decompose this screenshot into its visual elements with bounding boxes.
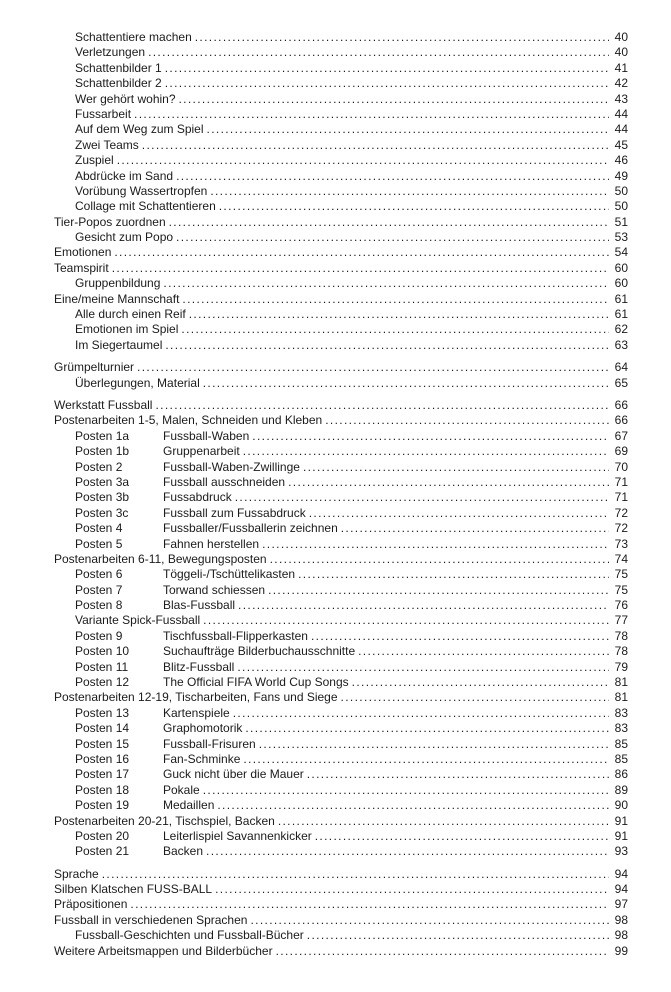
toc-entry-subtitle: Pokale bbox=[163, 782, 200, 797]
toc-entry-title: Posten 4 bbox=[75, 521, 123, 536]
toc-entry-page: 66 bbox=[614, 397, 628, 412]
toc-entry[interactable] bbox=[54, 737, 628, 752]
dot-leader bbox=[298, 567, 609, 582]
toc-entry-page: 42 bbox=[614, 76, 628, 91]
toc-entry[interactable] bbox=[54, 360, 628, 375]
dot-leader bbox=[358, 644, 609, 659]
toc-entry-page: 71 bbox=[614, 474, 628, 489]
toc-entry[interactable] bbox=[54, 138, 628, 153]
toc-entry-title: Zwei Teams bbox=[75, 137, 139, 152]
dot-leader bbox=[112, 261, 609, 276]
dot-leader bbox=[262, 537, 609, 552]
dot-leader bbox=[235, 490, 609, 505]
toc-entry[interactable] bbox=[54, 92, 628, 107]
dot-leader bbox=[165, 76, 609, 91]
dot-leader bbox=[203, 376, 609, 391]
toc-entry[interactable] bbox=[54, 475, 628, 490]
toc-entry-page: 74 bbox=[614, 551, 628, 566]
toc-entry-page: 60 bbox=[614, 260, 628, 275]
dot-leader bbox=[130, 897, 609, 912]
toc-entry-title: Postenarbeiten 6-11, Bewegungsposten bbox=[54, 551, 267, 566]
toc-entry[interactable] bbox=[54, 261, 628, 276]
toc-entry-title: Gruppenbildung bbox=[75, 276, 161, 291]
dot-leader bbox=[195, 30, 609, 45]
toc-entry-title: Eine/meine Mannschaft bbox=[54, 291, 180, 306]
toc-entry-subtitle: Medaillen bbox=[163, 798, 215, 813]
toc-entry-subtitle: Fussball-Waben bbox=[163, 428, 250, 443]
dot-leader bbox=[341, 690, 609, 705]
dot-leader bbox=[243, 444, 609, 459]
toc-entry-title: Emotionen im Spiel bbox=[75, 322, 179, 337]
dot-leader bbox=[169, 215, 609, 230]
toc-entry[interactable] bbox=[54, 675, 628, 690]
toc-entry-page: 86 bbox=[614, 767, 628, 782]
dot-leader bbox=[270, 552, 609, 567]
toc-entry-subtitle: Fan-Schminke bbox=[163, 751, 241, 766]
toc-entry-page: 44 bbox=[614, 122, 628, 137]
toc-entry[interactable] bbox=[54, 798, 628, 813]
toc-entry-subtitle: Fussball-Waben-Zwillinge bbox=[163, 459, 300, 474]
toc-entry-subtitle: Guck nicht über die Mauer bbox=[163, 767, 304, 782]
toc-entry[interactable] bbox=[54, 398, 628, 413]
toc-entry[interactable] bbox=[54, 552, 628, 567]
toc-entry[interactable] bbox=[54, 598, 628, 613]
dot-leader bbox=[243, 752, 609, 767]
toc-entry-page: 70 bbox=[614, 459, 628, 474]
toc-entry[interactable] bbox=[54, 230, 628, 245]
toc-entry-page: 83 bbox=[614, 721, 628, 736]
dot-leader bbox=[276, 944, 609, 959]
toc-entry-page: 94 bbox=[614, 866, 628, 881]
dot-leader bbox=[311, 629, 609, 644]
dot-leader bbox=[148, 45, 609, 60]
dot-leader bbox=[176, 230, 609, 245]
toc-entry-page: 65 bbox=[614, 375, 628, 390]
toc-entry-title: Posten 20 bbox=[75, 828, 130, 843]
toc-entry[interactable] bbox=[54, 660, 628, 675]
toc-entry[interactable] bbox=[54, 307, 628, 322]
toc-entry-title: Posten 8 bbox=[75, 598, 123, 613]
toc-entry-page: 62 bbox=[614, 322, 628, 337]
dot-leader bbox=[309, 506, 609, 521]
toc-entry-title: Posten 1b bbox=[75, 444, 130, 459]
toc-entry-page: 50 bbox=[614, 183, 628, 198]
toc-entry-title: Postenarbeiten 12-19, Tischarbeiten, Fans und Siege bbox=[54, 690, 338, 705]
dot-leader bbox=[259, 737, 609, 752]
toc-entry[interactable] bbox=[54, 567, 628, 582]
dot-leader bbox=[155, 398, 609, 413]
dot-leader bbox=[114, 245, 609, 260]
dot-leader bbox=[250, 913, 609, 928]
toc-entry[interactable] bbox=[54, 169, 628, 184]
toc-entry-title: Schattenbilder 1 bbox=[75, 60, 162, 75]
toc-entry[interactable] bbox=[54, 30, 628, 45]
toc-entry-title: Posten 15 bbox=[75, 736, 130, 751]
toc-entry[interactable] bbox=[54, 245, 628, 260]
toc-entry-title: Posten 9 bbox=[75, 628, 123, 643]
toc-entry-page: 81 bbox=[614, 690, 628, 705]
toc-entry-subtitle: Blitz-Fussball bbox=[163, 659, 235, 674]
dot-leader bbox=[203, 783, 609, 798]
toc-entry-page: 72 bbox=[614, 521, 628, 536]
toc-entry-title: Posten 3b bbox=[75, 490, 130, 505]
toc-entry[interactable] bbox=[54, 690, 628, 705]
toc-entry[interactable] bbox=[54, 76, 628, 91]
toc-entry-title: Zuspiel bbox=[75, 153, 114, 168]
toc-entry-title: Schattenbilder 2 bbox=[75, 76, 162, 91]
toc-entry-title: Verletzungen bbox=[75, 45, 146, 60]
toc-entry-page: 75 bbox=[614, 567, 628, 582]
dot-leader bbox=[217, 798, 609, 813]
toc-entry-title: Posten 7 bbox=[75, 582, 123, 597]
toc-entry-page: 67 bbox=[614, 428, 628, 443]
toc-entry[interactable] bbox=[54, 215, 628, 230]
toc-entry-title: Posten 14 bbox=[75, 721, 130, 736]
toc-entry-title: Teamspirit bbox=[54, 260, 109, 275]
toc-entry-page: 91 bbox=[614, 813, 628, 828]
toc-entry[interactable] bbox=[54, 706, 628, 721]
toc-entry-subtitle: Graphomotorik bbox=[163, 721, 243, 736]
toc-entry-title: Posten 17 bbox=[75, 767, 130, 782]
toc-entry[interactable] bbox=[54, 429, 628, 444]
dot-leader bbox=[176, 169, 609, 184]
dot-leader bbox=[219, 199, 609, 214]
toc-entry-title: Wer gehört wohin? bbox=[75, 91, 176, 106]
toc-entry[interactable] bbox=[54, 521, 628, 536]
dot-leader bbox=[137, 360, 609, 375]
toc-entry[interactable] bbox=[54, 444, 628, 459]
toc-entry-title: Posten 3a bbox=[75, 474, 130, 489]
toc-entry-page: 41 bbox=[614, 60, 628, 75]
toc-entry-page: 99 bbox=[614, 943, 628, 958]
toc-entry[interactable] bbox=[54, 338, 628, 353]
toc-entry[interactable] bbox=[54, 944, 628, 959]
dot-leader bbox=[303, 460, 609, 475]
toc-entry-title: Fussarbeit bbox=[75, 106, 132, 121]
toc-entry-subtitle: Fussballer/Fussballerin zeichnen bbox=[163, 521, 338, 536]
toc-entry-title: Posten 10 bbox=[75, 644, 130, 659]
toc-entry[interactable] bbox=[54, 276, 628, 291]
toc-entry[interactable] bbox=[54, 413, 628, 428]
toc-entry[interactable] bbox=[54, 61, 628, 76]
toc-entry[interactable] bbox=[54, 199, 628, 214]
toc-entry-title: Posten 3c bbox=[75, 505, 129, 520]
toc-entry-title: Gesicht zum Popo bbox=[75, 230, 174, 245]
toc-entry-title: Silben Klatschen FUSS-BALL bbox=[54, 882, 213, 897]
toc-entry[interactable] bbox=[54, 814, 628, 829]
toc-entry-page: 85 bbox=[614, 736, 628, 751]
toc-entry[interactable] bbox=[54, 122, 628, 137]
toc-entry[interactable] bbox=[54, 153, 628, 168]
toc-entry-page: 53 bbox=[614, 230, 628, 245]
toc-entry-subtitle: Suchaufträge Bilderbuchausschnitte bbox=[163, 644, 356, 659]
toc-entry-title: Postenarbeiten 1-5, Malen, Schneiden und Kleben bbox=[54, 413, 323, 428]
dot-leader bbox=[245, 721, 609, 736]
toc-entry-subtitle: Gruppenarbeit bbox=[163, 444, 240, 459]
toc-entry-page: 60 bbox=[614, 276, 628, 291]
dot-leader bbox=[233, 706, 609, 721]
toc-entry-subtitle: Blas-Fussball bbox=[163, 598, 236, 613]
toc-entry-page: 61 bbox=[614, 291, 628, 306]
dot-leader bbox=[207, 122, 609, 137]
toc-entry-page: 79 bbox=[614, 659, 628, 674]
toc-entry-page: 81 bbox=[614, 675, 628, 690]
toc-entry-page: 71 bbox=[614, 490, 628, 505]
toc-entry-title: Posten 6 bbox=[75, 567, 123, 582]
toc-entry-title: Postenarbeiten 20-21, Tischspiel, Backen bbox=[54, 813, 275, 828]
toc-entry[interactable] bbox=[54, 460, 628, 475]
toc-entry[interactable] bbox=[54, 583, 628, 598]
toc-entry-subtitle: Kartenspiele bbox=[163, 705, 230, 720]
toc-entry[interactable] bbox=[54, 867, 628, 882]
toc-entry-title: Alle durch einen Reif bbox=[75, 307, 186, 322]
toc-entry-title: Präpositionen bbox=[54, 897, 128, 912]
dot-leader bbox=[268, 583, 609, 598]
toc-entry-page: 54 bbox=[614, 245, 628, 260]
toc-entry[interactable] bbox=[54, 537, 628, 552]
toc-entry-title: Posten 12 bbox=[75, 675, 130, 690]
toc-entry-page: 49 bbox=[614, 168, 628, 183]
toc-entry-title: Posten 21 bbox=[75, 844, 130, 859]
toc-entry-subtitle: Töggeli-/Tschüttelikasten bbox=[163, 567, 296, 582]
toc-entry[interactable] bbox=[54, 644, 628, 659]
toc-entry-title: Werkstatt Fussball bbox=[54, 397, 153, 412]
toc-entry[interactable] bbox=[54, 928, 628, 943]
toc-entry-title: Posten 16 bbox=[75, 751, 130, 766]
toc-entry-page: 40 bbox=[614, 30, 628, 44]
dot-leader bbox=[252, 429, 609, 444]
toc-entry-title: Collage mit Schattentieren bbox=[75, 199, 216, 214]
dot-leader bbox=[278, 814, 609, 829]
toc-entry-subtitle: Fussabdruck bbox=[163, 490, 232, 505]
toc-entry[interactable] bbox=[54, 721, 628, 736]
dot-leader bbox=[165, 338, 609, 353]
toc-entry-subtitle: Fahnen herstellen bbox=[163, 536, 260, 551]
dot-leader bbox=[210, 184, 609, 199]
toc-entry-title: Weitere Arbeitsmappen und Bilderbücher bbox=[54, 943, 273, 958]
toc-entry[interactable] bbox=[54, 882, 628, 897]
toc-entry-page: 69 bbox=[614, 444, 628, 459]
toc-entry-title: Posten 2 bbox=[75, 459, 123, 474]
toc-entry-page: 46 bbox=[614, 153, 628, 168]
toc-entry-title: Schattentiere machen bbox=[75, 30, 192, 44]
dot-leader bbox=[325, 413, 609, 428]
dot-leader bbox=[165, 61, 609, 76]
toc-entry-subtitle: The Official FIFA World Cup Songs bbox=[163, 675, 349, 690]
dot-leader bbox=[238, 598, 609, 613]
toc-entry[interactable] bbox=[54, 913, 628, 928]
toc-entry-subtitle: Tischfussball-Flipperkasten bbox=[163, 628, 308, 643]
dot-leader bbox=[181, 322, 609, 337]
toc-entry-page: 75 bbox=[614, 582, 628, 597]
toc-entry[interactable] bbox=[54, 376, 628, 391]
toc-entry-page: 85 bbox=[614, 751, 628, 766]
toc-entry[interactable] bbox=[54, 613, 628, 628]
toc-entry-title: Fussball-Geschichten und Fussball-Bücher bbox=[75, 928, 304, 943]
dot-leader bbox=[307, 928, 609, 943]
dot-leader bbox=[134, 107, 609, 122]
toc-entry-title: Posten 5 bbox=[75, 536, 123, 551]
toc-entry-title: Auf dem Weg zum Spiel bbox=[75, 122, 204, 137]
toc-entry[interactable] bbox=[54, 292, 628, 307]
toc-entry-page: 94 bbox=[614, 882, 628, 897]
dot-leader bbox=[288, 475, 609, 490]
toc-entry-page: 91 bbox=[614, 828, 628, 843]
dot-leader bbox=[341, 521, 609, 536]
toc-entry-title: Variante Spick-Fussball bbox=[75, 613, 201, 628]
dot-leader bbox=[315, 829, 609, 844]
toc-entry-page: 78 bbox=[614, 628, 628, 643]
toc-entry-page: 45 bbox=[614, 137, 628, 152]
toc-entry[interactable] bbox=[54, 844, 628, 859]
toc-entry-page: 98 bbox=[614, 928, 628, 943]
toc-entry-title: Posten 19 bbox=[75, 798, 130, 813]
toc-entry-title: Im Siegertaumel bbox=[75, 337, 163, 352]
toc-entry-subtitle: Leiterlispiel Savannenkicker bbox=[163, 828, 312, 843]
dot-leader bbox=[117, 153, 609, 168]
toc-entry-page: 73 bbox=[614, 536, 628, 551]
toc-entry[interactable] bbox=[54, 184, 628, 199]
toc-entry-page: 64 bbox=[614, 360, 628, 375]
toc-entry-page: 98 bbox=[614, 912, 628, 927]
toc-entry-title: Posten 11 bbox=[75, 659, 129, 674]
dot-leader bbox=[142, 138, 609, 153]
toc-entry-subtitle: Fussball zum Fussabdruck bbox=[163, 505, 306, 520]
toc-entry-page: 61 bbox=[614, 307, 628, 322]
dot-leader bbox=[203, 613, 609, 628]
toc-entry-title: Überlegungen, Material bbox=[75, 375, 200, 390]
toc-entry-subtitle: Fussball ausschneiden bbox=[163, 474, 286, 489]
toc-entry-page: 50 bbox=[614, 199, 628, 214]
toc-entry-page: 63 bbox=[614, 337, 628, 352]
toc-entry-subtitle: Fussball-Frisuren bbox=[163, 736, 256, 751]
toc-entry[interactable] bbox=[54, 829, 628, 844]
toc-entry[interactable] bbox=[54, 629, 628, 644]
toc-entry[interactable] bbox=[54, 752, 628, 767]
toc-entry-page: 66 bbox=[614, 413, 628, 428]
toc-entry-page: 83 bbox=[614, 705, 628, 720]
toc-entry-page: 76 bbox=[614, 598, 628, 613]
toc-entry-page: 77 bbox=[614, 613, 628, 628]
toc-entry-page: 89 bbox=[614, 782, 628, 797]
toc-entry-title: Posten 13 bbox=[75, 705, 130, 720]
toc-entry-title: Fussball in verschiedenen Sprachen bbox=[54, 912, 248, 927]
dot-leader bbox=[102, 867, 609, 882]
toc-entry-page: 44 bbox=[614, 106, 628, 121]
dot-leader bbox=[189, 307, 609, 322]
dot-leader bbox=[352, 675, 609, 690]
toc-entry-page: 97 bbox=[614, 897, 628, 912]
toc-entry-page: 40 bbox=[614, 45, 628, 60]
toc-entry[interactable] bbox=[54, 322, 628, 337]
dot-leader bbox=[206, 844, 609, 859]
toc-entry[interactable] bbox=[54, 506, 628, 521]
toc-entry-page: 78 bbox=[614, 644, 628, 659]
toc-entry-title: Sprache bbox=[54, 866, 99, 881]
toc-entry[interactable] bbox=[54, 767, 628, 782]
toc-entry-subtitle: Backen bbox=[163, 844, 204, 859]
table-of-contents bbox=[54, 30, 628, 959]
toc-entry-title: Posten 18 bbox=[75, 782, 130, 797]
toc-entry-title: Abdrücke im Sand bbox=[75, 168, 174, 183]
toc-entry-page: 72 bbox=[614, 505, 628, 520]
dot-leader bbox=[215, 882, 609, 897]
toc-entry-subtitle: Torwand schiessen bbox=[163, 582, 266, 597]
dot-leader bbox=[179, 92, 610, 107]
dot-leader bbox=[182, 292, 609, 307]
toc-entry[interactable] bbox=[54, 45, 628, 60]
toc-entry-page: 90 bbox=[614, 798, 628, 813]
dot-leader bbox=[237, 660, 609, 675]
toc-entry-title: Vorübung Wassertropfen bbox=[75, 183, 208, 198]
toc-entry-title: Tier-Popos zuordnen bbox=[54, 214, 166, 229]
dot-leader bbox=[307, 767, 609, 782]
toc-entry-title: Posten 1a bbox=[75, 428, 130, 443]
toc-entry-page: 51 bbox=[614, 214, 628, 229]
toc-entry[interactable] bbox=[54, 490, 628, 505]
toc-entry-title: Emotionen bbox=[54, 245, 112, 260]
toc-entry[interactable] bbox=[54, 107, 628, 122]
toc-entry-page: 93 bbox=[614, 844, 628, 859]
toc-entry[interactable] bbox=[54, 783, 628, 798]
toc-entry-title: Grümpelturnier bbox=[54, 360, 135, 375]
dot-leader bbox=[163, 276, 609, 291]
toc-entry[interactable] bbox=[54, 897, 628, 912]
toc-entry-page: 43 bbox=[614, 91, 628, 106]
